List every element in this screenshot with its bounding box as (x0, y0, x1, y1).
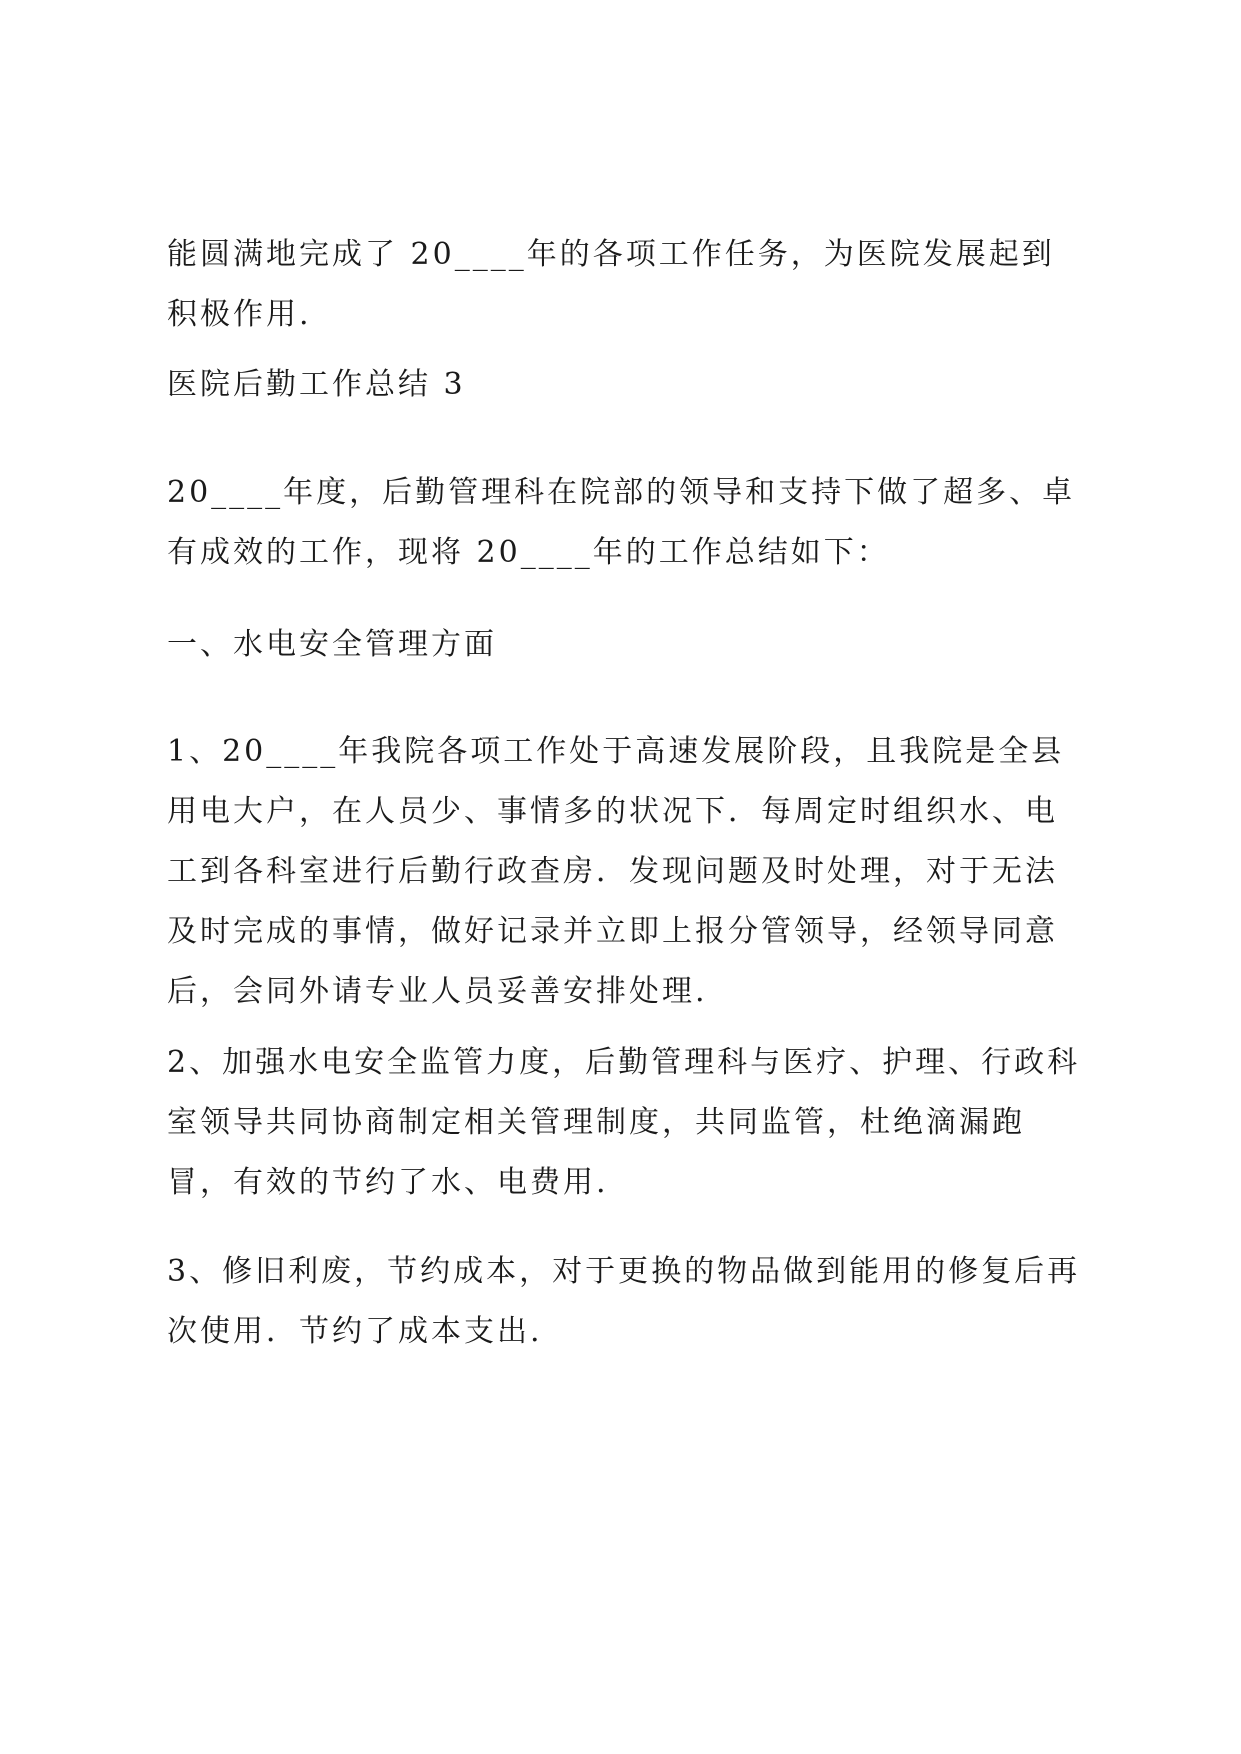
paragraph-intro-continuation: 能圆满地完成了 20____年的各项工作任务，为医院发展起到积极作用. (167, 237, 1055, 332)
paragraph-item-1: 1、20____年我院各项工作处于高速发展阶段，且我院是全县用电大户，在人员少、事情多的状况下．每周定时组织水、电工到各科室进行后勤行政查房．发现问题及时处理，对于无法及时完成的事情，做好记录并立即上报分管领导，经领导同意后，会同外请专业人员妥善安排处理. (167, 734, 1065, 1009)
paragraph-overview: 20____年度，后勤管理科在院部的领导和支持下做了超多、卓有成效的工作，现将 20____年的工作总结如下： (167, 475, 1076, 570)
section-title: 医院后勤工作总结 3 (167, 367, 466, 402)
paragraph-item-2: 2、加强水电安全监管力度，后勤管理科与医疗、护理、行政科室领导共同协商制定相关管理制度，共同监管，杜绝滴漏跑冒，有效的节约了水、电费用. (167, 1045, 1081, 1200)
paragraph-item-3: 3、修旧利废，节约成本，对于更换的物品做到能用的修复后再次使用．节约了成本支出. (167, 1254, 1081, 1349)
subsection-heading-utilities: 一、水电安全管理方面 (167, 627, 497, 662)
